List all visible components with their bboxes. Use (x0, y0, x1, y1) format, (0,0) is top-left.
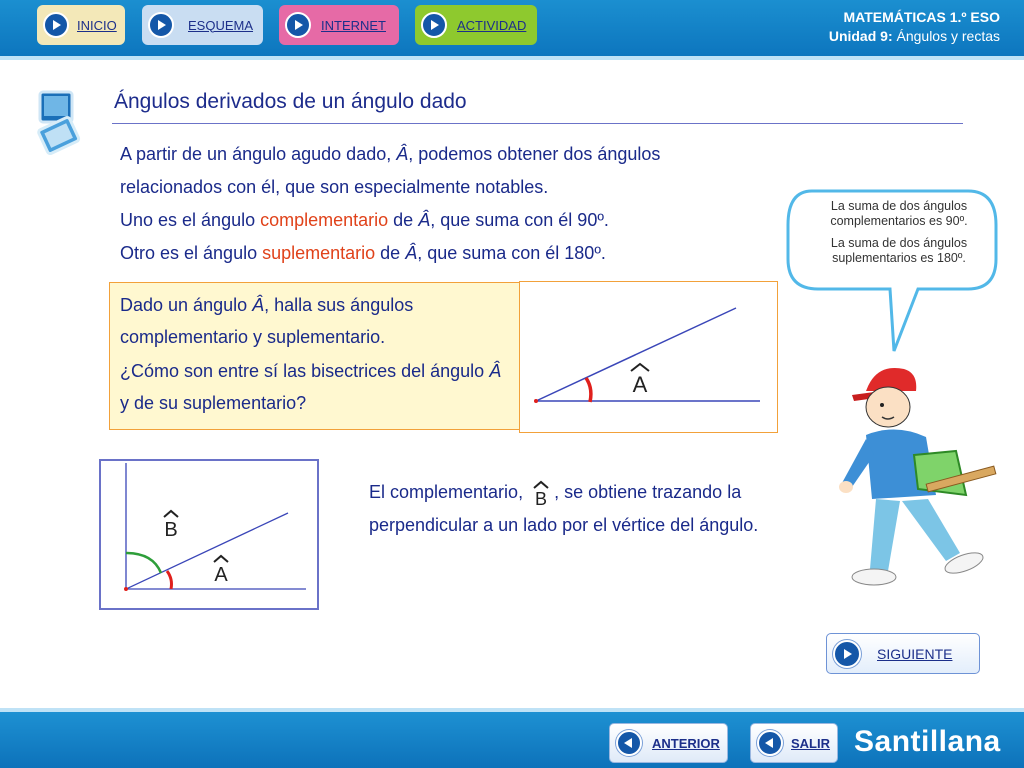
student-illustration (836, 355, 1016, 595)
play-icon (148, 12, 174, 38)
nav-internet-button[interactable] (279, 5, 399, 45)
bubble-line: La suma de dos ángulos suplementarios es 180º. (830, 236, 968, 265)
book-icon (30, 88, 86, 158)
bottom-bar-edge (0, 708, 1024, 712)
exercise-text: , halla sus ángulos complementario y suplementario. (120, 295, 414, 347)
intro-text-part: Uno es el ángulo (120, 210, 261, 230)
exit-button-label: SALIR (791, 735, 830, 751)
back-icon (757, 730, 783, 756)
publisher-logo: Santillana (854, 725, 1001, 758)
intro-text (120, 138, 810, 270)
title-divider (112, 123, 963, 124)
term-suplementario: suplementario (262, 243, 376, 263)
intro-text-part: de (388, 210, 419, 230)
angle-figure (519, 281, 778, 433)
play-icon (285, 12, 311, 38)
angle-b-symbol (528, 479, 554, 507)
intro-text-part: relacionados con él, que son especialmente notables. (120, 177, 549, 197)
page-title: Ángulos derivados de un ángulo dado (114, 90, 467, 113)
next-button[interactable] (826, 633, 980, 674)
exit-button[interactable] (750, 723, 838, 763)
nav-esquema-button[interactable] (142, 5, 263, 45)
previous-button-label: ANTERIOR (652, 735, 720, 751)
play-icon (43, 12, 69, 38)
explanation-text (369, 476, 814, 542)
unit-label: Unidad 9: (828, 28, 893, 44)
explanation-part: , se obtiene trazando la perpendicular a un lado por el vértice del ángulo. (369, 482, 759, 535)
intro-text-part: de (375, 243, 406, 263)
intro-text-part: Otro es el ángulo (120, 243, 263, 263)
nav-internet-label: INTERNET (321, 17, 386, 33)
intro-text-part: , que suma con él 90º. (430, 210, 609, 230)
angle-symbol: Â (396, 144, 409, 164)
angle-b-label: B (164, 519, 178, 541)
intro-text-part: , que suma con él 180º. (417, 243, 606, 263)
angle-a-label: A (632, 372, 648, 397)
nav-inicio-label: INICIO (77, 17, 117, 33)
intro-text-part: A partir de un ángulo agudo dado, (120, 144, 397, 164)
explanation-part: El complementario, (369, 482, 529, 502)
angle-a-label: A (214, 564, 228, 586)
course-title (829, 8, 1000, 46)
exercise-box (109, 282, 521, 430)
angle-symbol: Â (252, 295, 265, 315)
nav-esquema-label: ESQUEMA (188, 17, 254, 33)
complement-figure-drawing (101, 461, 317, 608)
top-bar-edge (0, 56, 1024, 60)
nav-actividad-label: ACTIVIDAD (457, 17, 527, 33)
angle-symbol: Â (489, 361, 502, 381)
exercise-text: Dado un ángulo (120, 295, 253, 315)
play-icon (833, 640, 861, 668)
speech-bubble-text (800, 199, 998, 273)
intro-text-part: , podemos obtener dos ángulos (408, 144, 661, 164)
back-icon (616, 730, 642, 756)
unit-title: Ángulos y rectas (896, 28, 1000, 44)
bubble-line: La suma de dos ángulos complementarios es 90º. (830, 199, 968, 228)
play-icon (421, 12, 447, 38)
nav-inicio-button[interactable] (37, 5, 125, 45)
angle-figure-drawing (520, 282, 779, 434)
course-name: MATEMÁTICAS 1.º ESO (843, 9, 1000, 25)
nav-actividad-button[interactable] (415, 5, 537, 45)
angle-symbol: Â (405, 243, 418, 263)
term-complementario: complementario (260, 210, 389, 230)
previous-button[interactable] (609, 723, 728, 763)
complement-figure (99, 459, 319, 610)
exercise-text: ¿Cómo son entre sí las bisectrices del ángulo (120, 361, 490, 381)
angle-symbol: Â (418, 210, 431, 230)
next-button-label: SIGUIENTE (877, 645, 953, 662)
exercise-text: y de su suplementario? (120, 393, 307, 413)
angle-b-symbol-letter: B (535, 489, 548, 508)
